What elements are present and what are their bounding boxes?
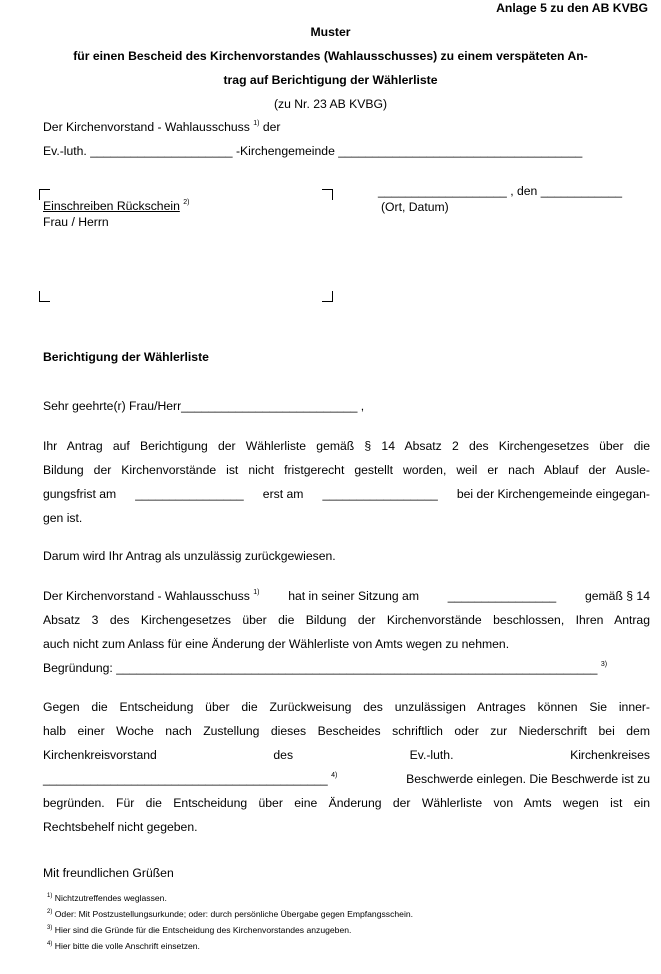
- den-text: , den: [510, 184, 538, 198]
- meeting-date-blank[interactable]: ________________: [447, 589, 557, 603]
- place-blank[interactable]: ___________________: [378, 184, 507, 198]
- closing: Mit freundlichen Grüßen: [43, 866, 174, 880]
- salutation-text: Sehr geehrte(r) Frau/Herr: [43, 399, 182, 413]
- received-date-blank[interactable]: _________________: [322, 487, 438, 501]
- paragraph-decision: [43, 584, 650, 680]
- sender-tail: der: [262, 120, 281, 134]
- annex-label: Anlage 5 zu den AB KVBG: [496, 1, 648, 15]
- footnote-3: $^{3)}$ Hier sind die Gründe für die Entscheidung des Kirchenvorstandes anzugeben.: [47, 925, 352, 935]
- congregation-place-blank[interactable]: ____________________________________: [338, 144, 583, 158]
- para4-l3-w2: des: [273, 748, 294, 762]
- para4-l3-w1: Kirchenkreisvorstand: [43, 748, 157, 762]
- para3-l1-c: gemäß § 14: [584, 589, 650, 603]
- para3-l1-b: hat in seiner Sitzung am: [288, 589, 419, 603]
- reason-blank[interactable]: _______________________________________________________________________: [116, 661, 598, 675]
- para4-l3-w3: Ev.-luth.: [409, 748, 454, 762]
- address-corner-top-right: [322, 189, 333, 200]
- para4-line6: Rechtsbehelf nicht gegeben.: [43, 820, 198, 834]
- sender-mid: -Kirchengemeinde: [235, 144, 335, 158]
- paragraph-rejection: Darum wird Ihr Antrag als unzulässig zurückgewiesen.: [43, 549, 336, 563]
- para1-line2: Bildung der Kirchenvorstände ist nicht fristgerecht gestellt worden, weil er nach Ablauf der Ausle-: [43, 463, 650, 477]
- recipient-label: Frau / Herrn: [43, 215, 109, 229]
- deadline-date-blank[interactable]: ________________: [135, 487, 244, 501]
- paragraph-appeal: [43, 695, 650, 839]
- name-blank[interactable]: __________________________: [181, 399, 358, 413]
- para3-line1: [43, 584, 650, 608]
- place-date-line: [378, 184, 622, 198]
- salutation-tail: ,: [360, 399, 365, 413]
- delivery-text: Einschreiben Rückschein: [43, 199, 180, 213]
- footnote-ref: 2): [183, 199, 190, 206]
- sender-prefix: Ev.-luth.: [43, 144, 87, 158]
- document-subtitle-line2: trag auf Berichtigung der Wählerliste: [223, 73, 438, 87]
- sender-text: Der Kirchenvorstand - Wahlausschuss: [43, 120, 250, 134]
- salutation: [43, 399, 364, 413]
- document-reference: (zu Nr. 23 AB KVBG): [273, 97, 388, 111]
- footnote-ref: 4): [331, 772, 338, 779]
- para4-l3-w4: Kirchenkreises: [570, 748, 650, 762]
- subject-line: Berichtigung der Wählerliste: [43, 350, 209, 364]
- para4-line4: [43, 767, 650, 791]
- para1-l3-b: erst am: [262, 487, 304, 501]
- para3-line3: auch nicht zum Anlass für eine Änderung der Wählerliste von Amts wegen zu nehmen.: [43, 637, 510, 651]
- para4-line5: begründen. Für die Entscheidung über eine Änderung der Wählerliste von Amts wegen ist ein: [43, 796, 650, 810]
- congregation-name-blank[interactable]: _____________________: [90, 144, 233, 158]
- sender-line2: [43, 144, 582, 158]
- para1-line1: Ihr Antrag auf Berichtigung der Wählerliste gemäß § 14 Absatz 2 des Kirchengesetzes über die: [43, 439, 650, 453]
- para1-line3: [43, 482, 650, 506]
- para3-line2: Absatz 3 des Kirchengesetzes über die Bildung der Kirchenvorstände beschlossen, Ihren Antrag: [43, 613, 650, 627]
- address-corner-bottom-left: [39, 291, 50, 302]
- para3-line4: [43, 656, 650, 680]
- footnote-1: $^{1)}$ Nichtzutreffendes weglassen.: [47, 893, 167, 903]
- place-date-label: (Ort, Datum): [381, 200, 449, 214]
- delivery-method: [43, 199, 189, 213]
- footnote-4: $^{4)}$ Hier bitte die volle Anschrift einsetzen.: [47, 941, 200, 951]
- document-title: Muster: [310, 25, 351, 39]
- footnote-ref: 3): [600, 661, 608, 668]
- para1-line4: gen ist.: [43, 511, 83, 525]
- document-subtitle-line1: für einen Bescheid des Kirchenvorstandes (Wahlausschusses) zu einem verspäteten An-: [73, 49, 588, 63]
- footnote-ref: 1): [253, 120, 260, 127]
- reason-label: Begründung:: [43, 661, 113, 675]
- sender-line1: [43, 120, 280, 134]
- para4-line2: halb einer Woche nach Zustellung dieses Bescheides schriftlich oder zur Niederschrift bei dem: [43, 724, 650, 738]
- district-address-blank[interactable]: __________________________________________ $^{4)}$: [43, 772, 338, 786]
- paragraph-request-late: [43, 434, 650, 530]
- para1-l3-c: bei der Kirchengemeinde eingegan-: [456, 487, 650, 501]
- address-corner-bottom-right: [322, 291, 333, 302]
- para1-l3-a: gungsfrist am: [43, 487, 117, 501]
- footnote-2: $^{2)}$ Oder: Mit Postzustellungsurkunde; oder: durch persönliche Übergabe gegen Empfangsschein.: [47, 909, 414, 919]
- para4-line1: Gegen die Entscheidung über die Zurückweisung des unzulässigen Antrages können Sie inner-: [43, 700, 650, 714]
- date-blank[interactable]: ____________: [540, 184, 623, 198]
- footnote-ref: 1): [253, 589, 260, 596]
- para3-l1-a: Der Kirchenvorstand - Wahlausschuss $^{1)}$: [43, 589, 260, 603]
- para4-line3: [43, 743, 650, 767]
- para4-l4-text: Beschwerde einlegen. Die Beschwerde ist zu: [406, 772, 650, 786]
